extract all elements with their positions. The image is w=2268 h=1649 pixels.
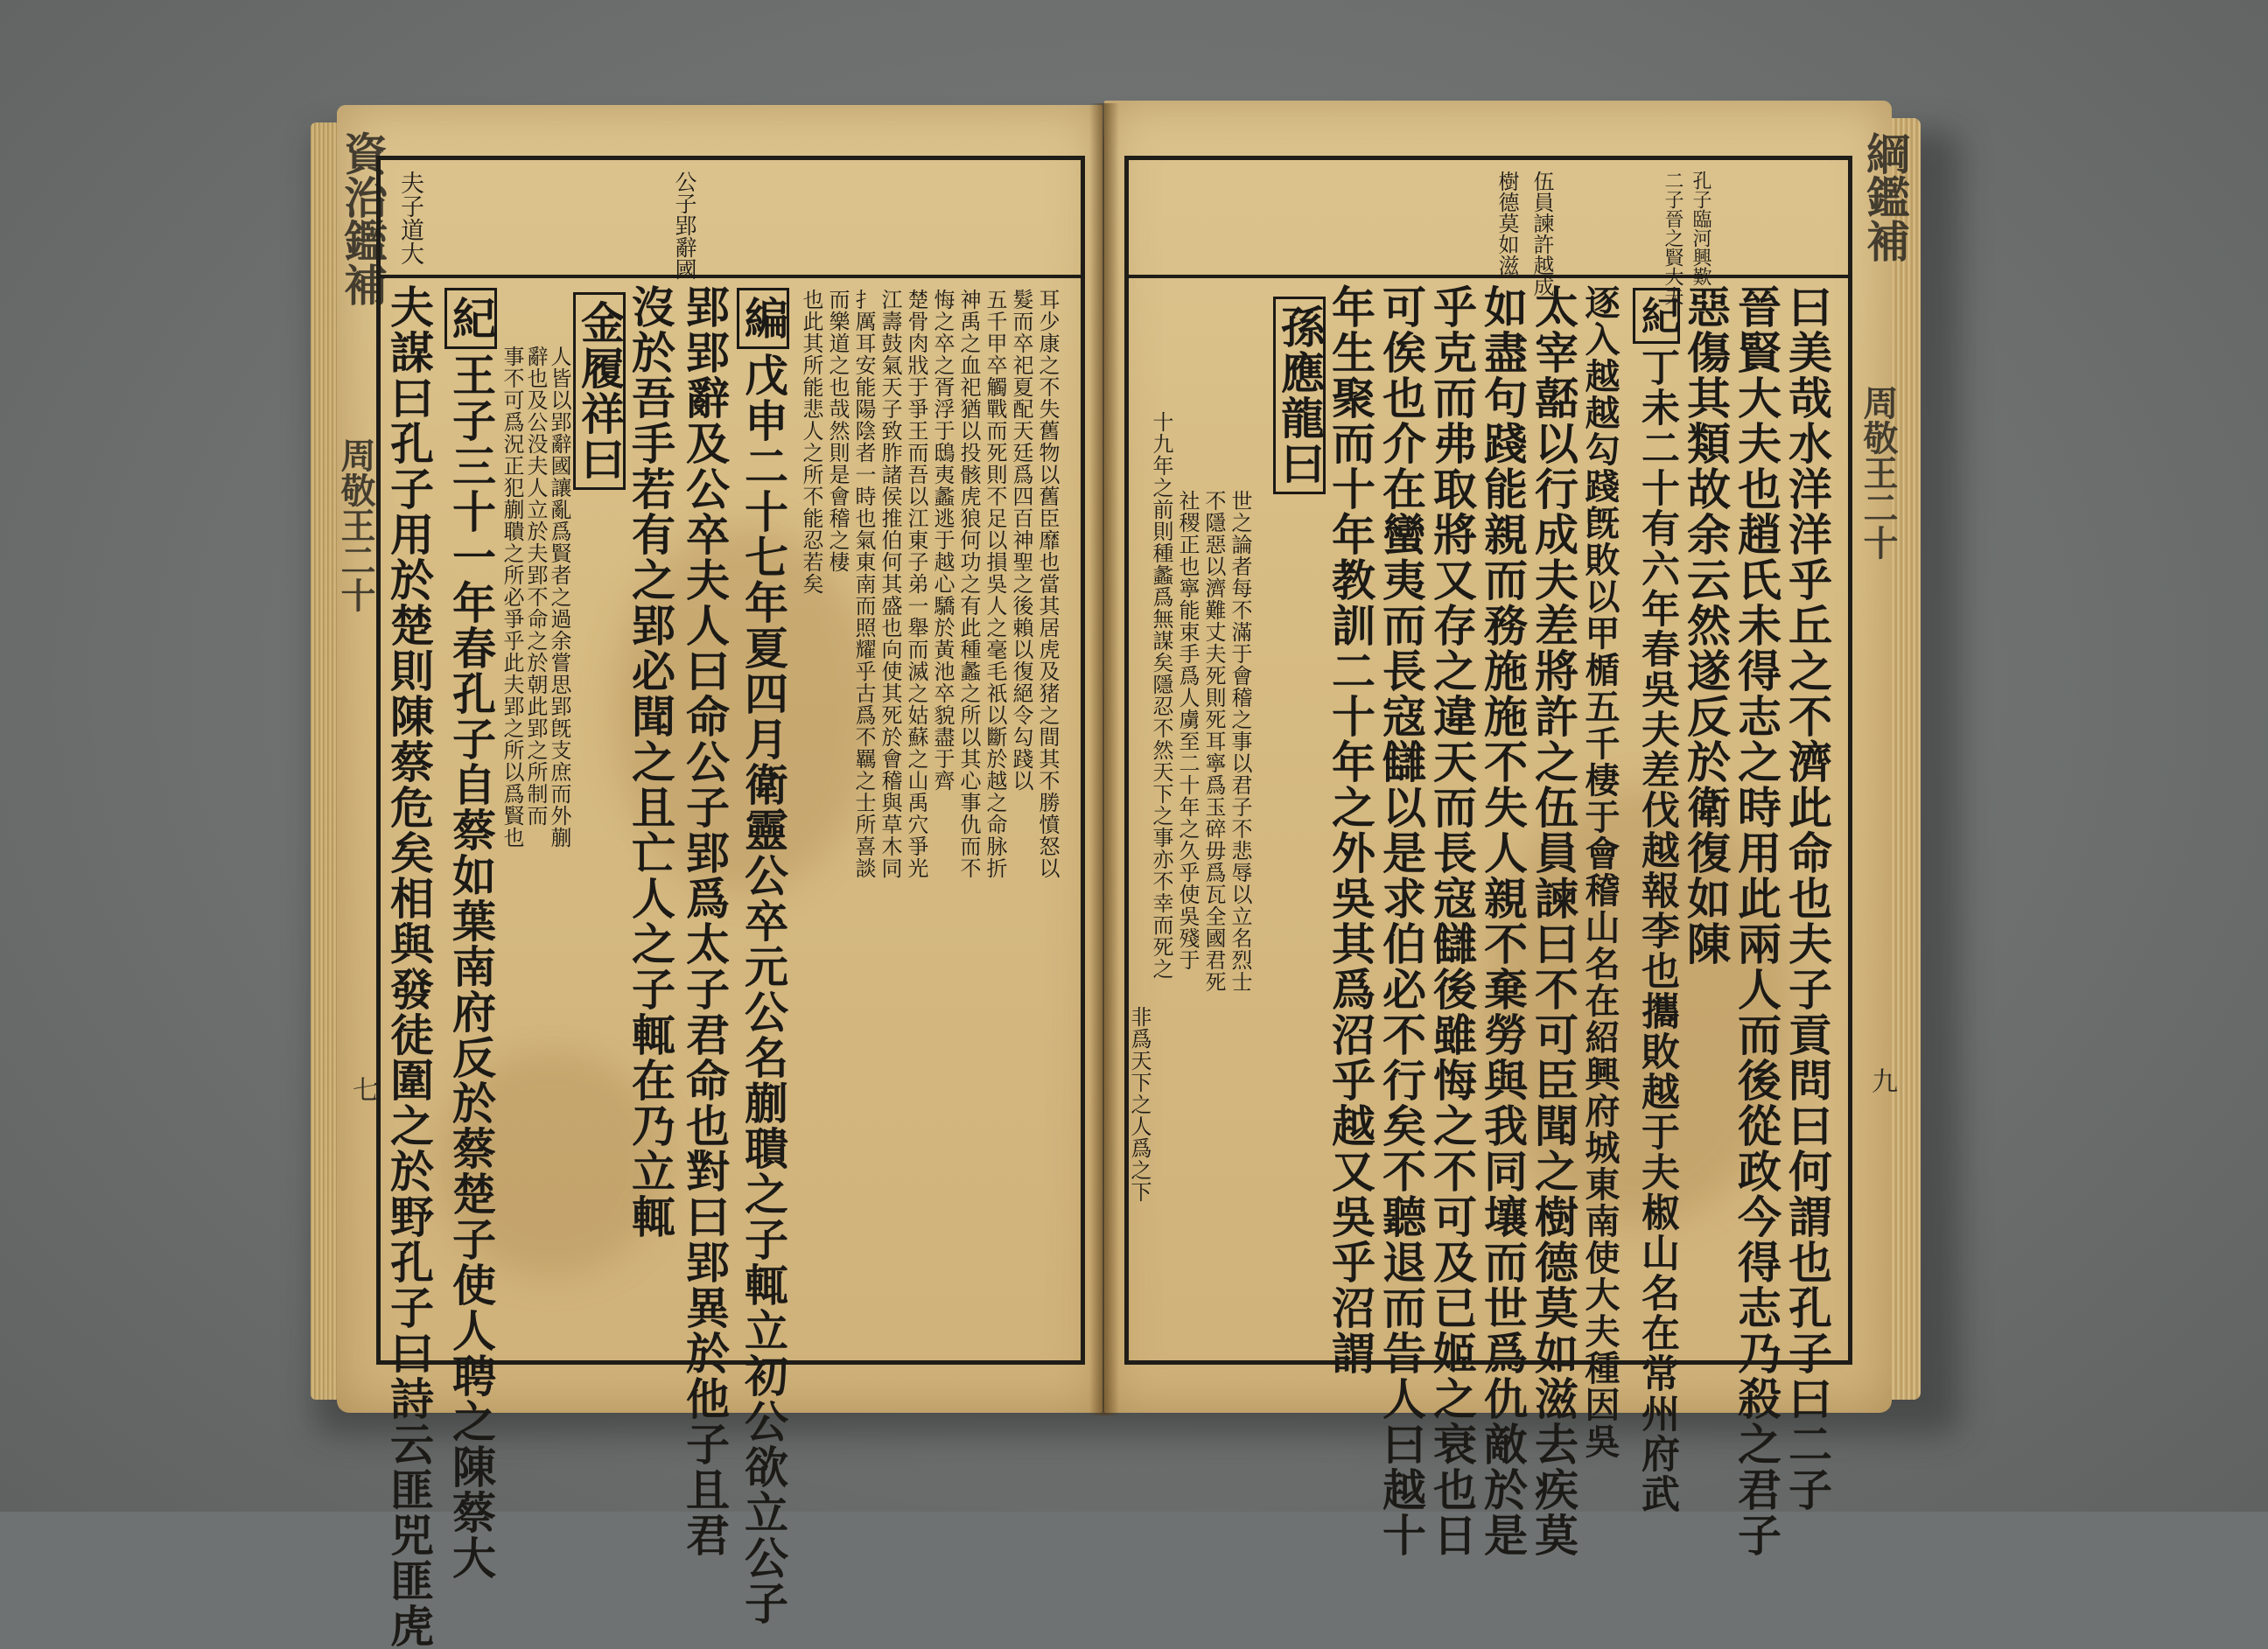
text-column: 楚骨肉戕于爭王而吾以江東子弟一舉而滅之姑蘇之山禹穴爭光: [904, 289, 928, 879]
text-column: 如盡句踐能親而務施施不失人親不棄勞與我同壤而世爲仇敵於是: [1477, 284, 1529, 1558]
right-header-band: [1129, 160, 1848, 278]
left-spine-title: 資治鑑補: [337, 131, 388, 306]
text-column: 神禹之血祀猶以投骸虎狼何功之有此種蠡之所以其心事仇而不: [956, 289, 981, 879]
text-column: 晉賢大夫也趙氏未得志之時用此兩人而後從政今得志乃殺之君子: [1731, 284, 1782, 1558]
text-column: 十九年之前則種蠡爲無謀矣隱忍不然天下之事亦不幸而死之: [1149, 411, 1173, 980]
text-column: 五千甲卒觸戰而死則不足以損吳人之毫毛祇以斷於越之命脉折: [983, 289, 1007, 879]
text-column: 夫謀曰孔子用於楚則陳蔡危矣相與發徒圍之於野孔子曰詩云匪兕匪虎: [383, 284, 435, 1649]
annotation-box: 孫應龍曰: [1273, 297, 1326, 494]
column-text: 王子三十一年春孔子自蔡如葉南府反於蔡楚子使人聘之陳蔡大: [445, 353, 497, 1581]
text-column: [1633, 284, 1680, 1514]
text-column: [444, 284, 497, 1581]
left-header-band: [381, 160, 1081, 278]
right-folio: 九: [1866, 1067, 1897, 1094]
left-spine-volume: 周敬王二十: [335, 437, 376, 612]
text-column: 耳少康之不失舊物以舊臣靡也當其居虎及猪之間其不勝憤怒以: [1035, 289, 1060, 879]
text-column: 事不可爲況正犯蒯聵之所必爭乎此夫郢之所以爲賢也: [500, 346, 524, 849]
column-text: 戊申二十七年夏四月衛靈公卒元公名蒯聵之子輒立初公欲立公子: [738, 353, 789, 1626]
text-column: 逐入越越勾踐旣敗以甲楯五千棲于會稽山名在紹興府城東南使大夫種因吳: [1579, 284, 1620, 1460]
text-column: 江壽鼓氣天子致胙諸侯推伯何其盛也向使其死於會稽與草木同: [878, 289, 902, 879]
text-column: 髮而卒祀夏配天廷爲四百神聖之後賴以復絕令勾踐以: [1009, 289, 1033, 792]
text-column: 不隱惡以濟難丈夫死則死耳寧爲玉碎毋爲瓦全國君死: [1201, 490, 1226, 993]
text-column: 年生聚而十年教訓二十年之外吳其爲沼乎越又吳乎沼謂: [1325, 284, 1376, 1376]
header-note: 樹德莫如滋: [1494, 171, 1519, 276]
right-spine-volume: 周敬王二十: [1858, 385, 1899, 560]
header-note: 夫子道大: [396, 171, 424, 265]
text-column: 非爲天下之人爲之下: [1127, 1006, 1152, 1203]
text-column: 社稷正也寧能束手爲人虜至二十年之久乎使吳殘于: [1175, 490, 1200, 971]
text-column: 郢郢辭及公卒夫人曰命公子郢爲太子君命也對曰郢異於他子且君: [679, 284, 731, 1558]
header-note: 伍員諫許越成: [1530, 171, 1554, 297]
text-column: 扌厲耳安能陽陰者一時也氣東南而照耀乎古爲不羈之士所喜談: [851, 289, 876, 879]
text-column: 乎克而弗取將又存之違天而長寇讎後雖悔之不可及已姬之衰也日: [1426, 284, 1478, 1558]
text-column: [737, 284, 789, 1626]
header-note: 公子郢辭國: [672, 171, 697, 280]
right-spine-title: 綱鑑補: [1859, 131, 1911, 262]
text-column: 而樂道之也哉然則是會稽之棲: [825, 289, 850, 573]
book-gutter: [1089, 103, 1119, 1415]
text-column: 太宰嚭以行成夫差將許之伍員諫曰不可臣聞之樹德莫如滋去疾莫: [1528, 284, 1579, 1558]
annotation-box: 編: [737, 288, 789, 349]
text-column: 曰美哉水洋洋乎丘之不濟此命也夫子貢問曰何謂也孔子曰二子: [1782, 284, 1833, 1513]
header-note: 二子晉之賢大夫: [1662, 171, 1684, 305]
text-column: 惡傷其類故余云然遂反於衛復如陳: [1680, 284, 1732, 967]
text-column: 世之論者每不滿于會稽之事以君子不悲辱以立名烈士: [1228, 490, 1252, 993]
text-column: [1273, 293, 1326, 498]
text-column: 人皆以郢辭國讓亂爲賢者之過余嘗思郢旣支庶而外蒯: [547, 346, 571, 849]
text-column: 可俟也介在蠻夷而長寇讎以是求伯必不行矣不聽退而告人曰越十: [1376, 284, 1427, 1558]
annotation-box: 紀: [444, 288, 497, 349]
header-note: 孔子臨河興歎: [1690, 171, 1712, 286]
text-column: 也此其所能悲人之所不能忍若矣: [799, 289, 823, 595]
text-column: 辭也及公没夫人立於夫郢不命之於朝此郢之所制而: [523, 346, 548, 827]
text-column: 沒於吾手若有之郢必聞之且亡人之子輒在乃立輒: [625, 284, 676, 1240]
text-column: [573, 289, 626, 493]
annotation-box: 紀: [1633, 288, 1680, 344]
text-column: 悔之卒之胥浮于鴟夷蠡逃于越心驕於黃池卒貌盡于齊: [930, 289, 955, 792]
left-folio: 七: [347, 1076, 378, 1102]
annotation-box: 金履祥曰: [573, 292, 626, 490]
column-text: 丁未二十有六年春吳夫差伐越報李也攜敗越于夫椒山名在常州府武: [1634, 347, 1679, 1514]
